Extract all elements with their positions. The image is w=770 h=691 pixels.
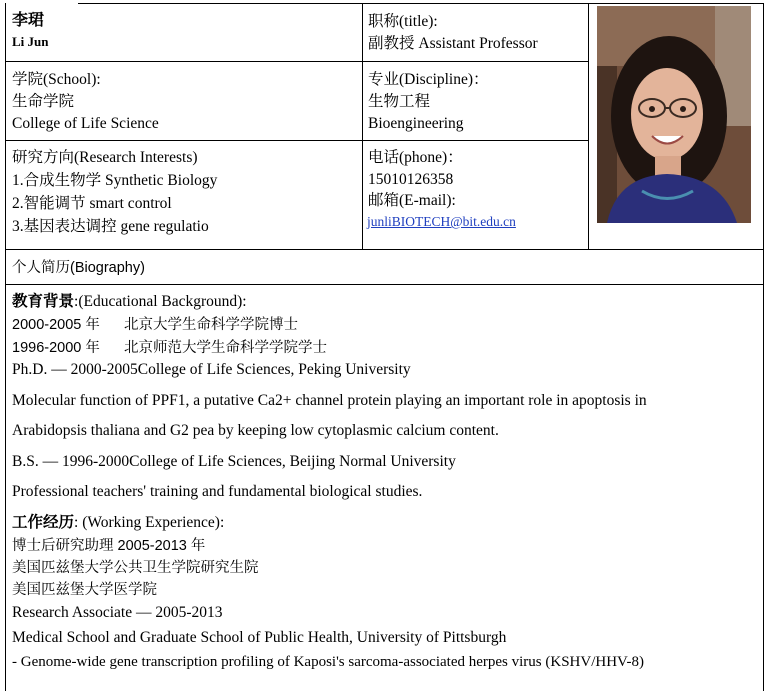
school-en: College of Life Science — [12, 115, 159, 132]
work-line: Medical School and Graduate School of Public Health, University of Pittsburgh — [12, 629, 507, 646]
education-line: Arabidopsis thaliana and G2 pea by keeping low cytoplasmic calcium content. — [12, 422, 499, 439]
name-en: Li Jun — [12, 34, 49, 49]
name-cn: 李珺 — [12, 12, 45, 29]
work-heading — [12, 513, 224, 533]
work-line: 美国匹兹堡大学医学院 — [12, 582, 157, 598]
table-border-right — [763, 3, 764, 691]
education-line: 1996-2000 年 北京师范大学生命科学学院学士 — [12, 340, 328, 356]
education-line: B.S. — 1996-2000College of Life Sciences, Beijing Normal University — [12, 453, 456, 470]
work-heading-cn: 工作经历 — [12, 514, 75, 531]
education-line: Ph.D. — 2000-2005College of Life Sciences, Peking University — [12, 361, 411, 378]
col-divider-1 — [362, 3, 363, 249]
research-label: 研究方向(Research Interests) — [12, 149, 198, 166]
discipline-en: Bioengineering — [368, 115, 464, 132]
row-divider-1 — [5, 61, 589, 62]
research-item: 3.基因表达调控 gene regulatio — [12, 218, 209, 235]
education-heading — [12, 292, 247, 312]
portrait-photo — [597, 6, 751, 223]
research-item: 2.智能调节 smart control — [12, 195, 172, 212]
school-cn: 生命学院 — [12, 93, 75, 110]
education-heading-en: :(Educational Background): — [74, 293, 247, 310]
work-line: Research Associate — 2005-2013 — [12, 604, 223, 621]
work-line: 美国匹兹堡大学公共卫生学院研究生院 — [12, 560, 259, 576]
table-border-left-top — [5, 3, 6, 691]
email-cell — [367, 212, 516, 232]
education-heading-cn: 教育背景 — [12, 293, 75, 310]
title-value: 副教授 Assistant Professor — [368, 35, 538, 52]
discipline-cn: 生物工程 — [368, 93, 431, 110]
row-divider-2 — [5, 140, 589, 141]
email-label: 邮箱(E-mail): — [368, 192, 456, 209]
phone-value: 15010126358 — [368, 171, 454, 188]
work-line: 博士后研究助理 2005-2013 年 — [12, 538, 206, 554]
education-line: Molecular function of PPF1, a putative Ca2+ channel protein playing an important role in apoptosis in — [12, 392, 647, 409]
title-label: 职称(title): — [368, 13, 438, 30]
work-heading-en: : (Working Experience): — [74, 514, 225, 531]
row-divider-3 — [5, 249, 764, 250]
research-item: 1.合成生物学 Synthetic Biology — [12, 172, 218, 189]
discipline-label: 专业(Discipline)： — [368, 71, 489, 88]
education-line: 2000-2005 年 北京大学生命科学学院博士 — [12, 317, 299, 333]
biography-heading: 个人简历(Biography) — [12, 260, 145, 276]
work-line: - Genome-wide gene transcription profiling of Kaposi's sarcoma-associated herpes virus (KSHV/HHV-8) — [12, 654, 644, 670]
table-border-top — [78, 3, 764, 4]
education-line: Professional teachers' training and fundamental biological studies. — [12, 483, 423, 500]
school-label: 学院(School): — [12, 71, 101, 88]
col-divider-2 — [588, 3, 589, 249]
phone-label: 电话(phone)： — [368, 149, 463, 166]
row-divider-4 — [5, 284, 764, 285]
email-link[interactable]: junliBIOTECH@bit.edu.cn — [367, 214, 516, 229]
